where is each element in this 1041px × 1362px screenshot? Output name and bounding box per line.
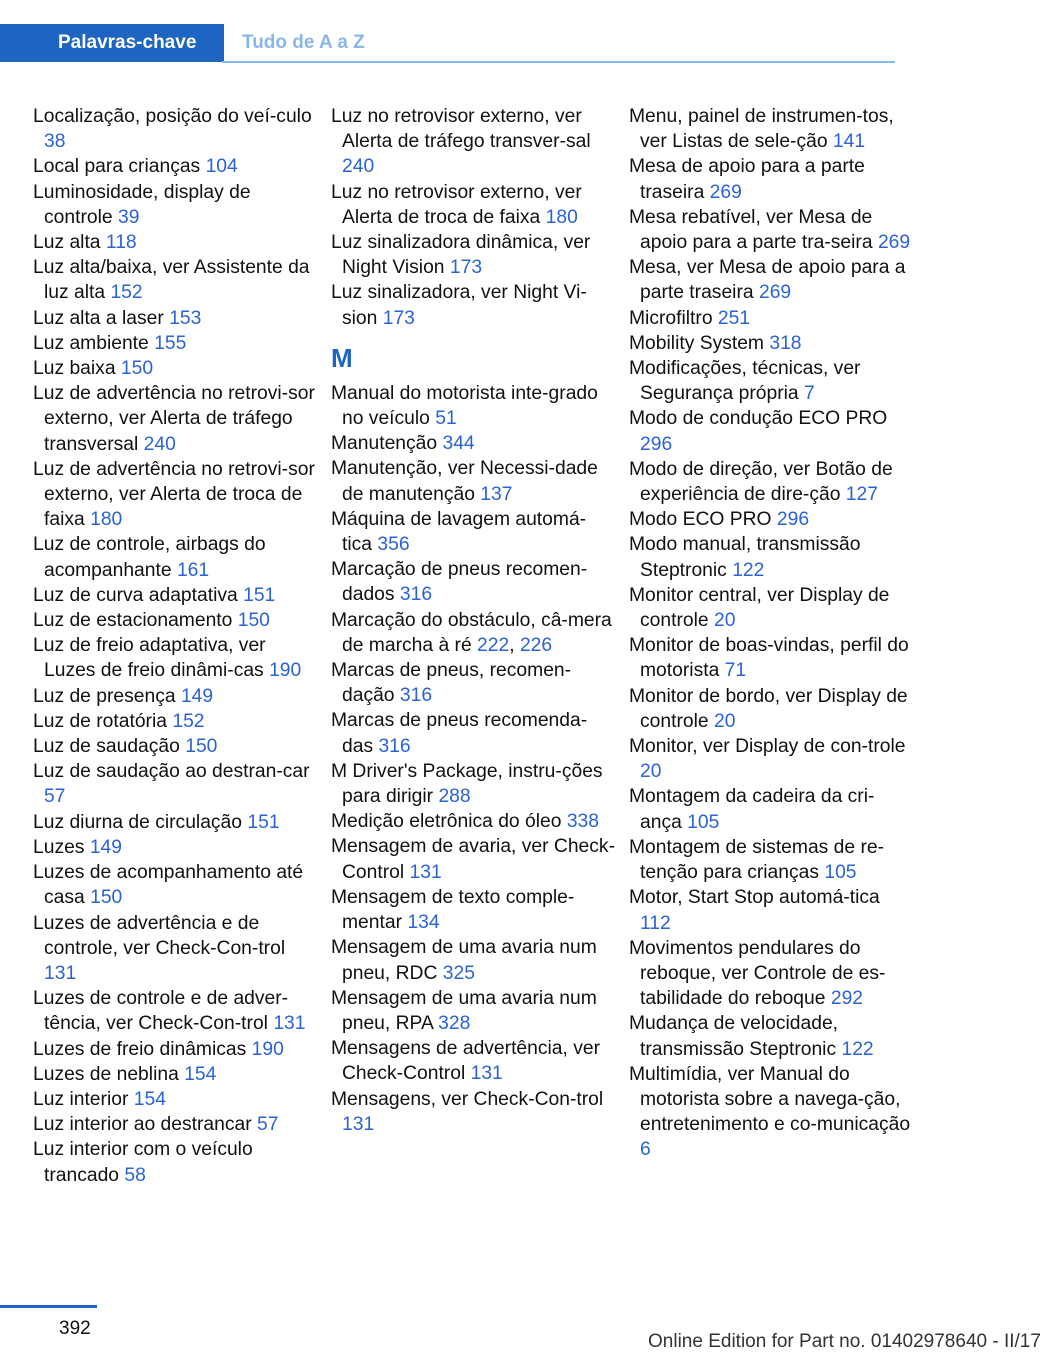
index-entry-text: Luz de curva adaptativa xyxy=(33,584,238,606)
page-reference-link[interactable]: 104 xyxy=(205,156,238,178)
index-entry-text: Luz de saudação ao destran-car xyxy=(33,761,310,783)
index-entry xyxy=(629,306,914,331)
page-reference-link[interactable]: 131 xyxy=(470,1063,503,1085)
index-entry xyxy=(33,154,318,179)
index-entry-text: Luz no retrovisor externo, ver Alerta de tráfego transver-sal xyxy=(331,106,591,153)
index-entry-text: Mesa, ver Mesa de apoio para a parte traseira xyxy=(629,257,906,304)
index-entry-text: Multimídia, ver Manual do motorista sobre a navega-ção, entretenimento e co-municação xyxy=(629,1063,911,1136)
page-reference-link[interactable]: 57 xyxy=(257,1114,279,1136)
page-reference-link[interactable]: 173 xyxy=(382,307,415,329)
page-reference-link[interactable]: 131 xyxy=(273,1013,306,1035)
page-reference-link[interactable]: 149 xyxy=(89,836,122,858)
page-reference-link[interactable]: 152 xyxy=(110,282,143,304)
index-entry-text: Microfiltro xyxy=(629,307,713,329)
index-entry xyxy=(331,456,616,506)
index-entry-text: Modo ECO PRO xyxy=(629,509,772,531)
index-entry xyxy=(331,104,616,180)
index-entry xyxy=(629,684,914,734)
page-reference-link[interactable]: 316 xyxy=(399,584,433,606)
index-entry-text: Luz de saudação xyxy=(33,736,180,758)
index-entry xyxy=(33,810,318,835)
page-reference-link[interactable]: 296 xyxy=(640,433,673,455)
index-entry xyxy=(331,507,616,557)
index-entry xyxy=(33,532,318,582)
index-entry xyxy=(331,180,616,230)
index-entry-text: Luz alta xyxy=(33,232,101,254)
index-entry xyxy=(629,1062,914,1163)
index-column-1 xyxy=(33,104,318,1188)
index-entry-text: Motor, Start Stop automá-tica xyxy=(629,887,880,909)
index-entry-text: Luz alta a laser xyxy=(33,307,164,329)
page-reference-link[interactable]: 226 xyxy=(519,634,553,656)
page-reference-link[interactable]: 105 xyxy=(687,811,720,833)
page-number: 392 xyxy=(59,1318,91,1339)
index-entry xyxy=(33,1112,318,1137)
index-entry xyxy=(33,255,318,305)
index-entry-text: Luz sinalizadora, ver Night Vi-sion xyxy=(331,282,587,329)
index-entry-text: Luz baixa xyxy=(33,358,116,380)
section-letter: M xyxy=(331,342,353,373)
index-entry-text: Mensagem de avaria, ver Check-Control xyxy=(331,836,615,883)
index-entry xyxy=(629,583,914,633)
page-reference-link[interactable]: 155 xyxy=(154,332,187,354)
index-entry xyxy=(629,331,914,356)
index-entry-text: Marcas de pneus, recomen-dação xyxy=(331,660,572,707)
index-entry xyxy=(629,356,914,406)
page-reference-link[interactable]: 269 xyxy=(758,282,792,304)
index-entry-text: Luz de presença xyxy=(33,685,176,707)
index-entry xyxy=(629,406,914,456)
page-reference-link[interactable]: 154 xyxy=(133,1088,166,1110)
index-entry-text: Máquina de lavagem automá-tica xyxy=(331,508,587,556)
index-entry-text: Luzes de acompanhamento até casa xyxy=(33,862,304,909)
index-entry xyxy=(33,734,318,759)
index-entry-text: Mensagem de uma avaria num pneu, RPA xyxy=(331,987,597,1034)
index-entry-text: Mensagens, ver Check-Con-trol xyxy=(331,1088,604,1110)
index-entry xyxy=(331,557,616,607)
index-entry xyxy=(33,331,318,356)
page-reference-link[interactable]: 316 xyxy=(378,735,411,757)
index-entry-text: M Driver's Package, instru-ções para dirigir xyxy=(331,760,603,808)
page-reference-link[interactable]: 149 xyxy=(180,685,214,707)
index-entry xyxy=(331,935,616,985)
index-entry xyxy=(629,885,914,935)
edition-note: Online Edition for Part no. 01402978640 - II/17 xyxy=(648,1331,1041,1352)
index-entry-text: Mesa de apoio para a parte traseira xyxy=(629,156,865,203)
header-divider xyxy=(222,61,895,63)
index-entry xyxy=(629,507,914,532)
index-entry xyxy=(33,230,318,255)
page-reference-link[interactable]: 288 xyxy=(438,786,471,808)
page-reference-link[interactable]: 112 xyxy=(640,912,671,934)
index-entry xyxy=(331,280,616,330)
page-reference-link[interactable]: 153 xyxy=(169,307,202,329)
index-entry-text: Monitor central, ver Display de controle xyxy=(629,584,890,632)
index-entry xyxy=(629,104,914,154)
index-column-2 xyxy=(331,104,616,1137)
index-entry-text: Movimentos pendulares do reboque, ver Controle de es-tabilidade do reboque xyxy=(629,937,886,1010)
page-reference-link[interactable]: 131 xyxy=(44,962,77,984)
index-entry xyxy=(629,835,914,885)
index-entry-text: Mensagem de texto comple-mentar xyxy=(331,886,575,934)
page-reference-link[interactable]: 141 xyxy=(832,131,866,153)
page-reference-link[interactable]: 131 xyxy=(342,1113,375,1135)
page-reference-link[interactable]: 180 xyxy=(545,206,578,228)
index-entry-text: Luzes de controle e de adver-tência, ver Check-Con-trol xyxy=(33,988,289,1035)
page-reference-link[interactable]: 51 xyxy=(435,408,457,430)
index-entry-text: Luminosidade, display de controle xyxy=(33,181,251,228)
index-entry-text: Modo de condução ECO PRO xyxy=(629,408,888,430)
index-entry xyxy=(331,658,616,708)
index-entry-text: Modo de direção, ver Botão de experiência de dire-ção xyxy=(629,458,893,506)
index-entry xyxy=(331,1087,616,1137)
index-entry xyxy=(33,911,318,987)
page-reference-link[interactable]: 134 xyxy=(407,912,440,934)
index-entry-text: Luzes de advertência e de controle, ver Check-Con-trol xyxy=(33,912,286,959)
index-entry-text: Luz alta/baixa, ver Assistente da luz alta xyxy=(33,257,310,304)
index-entry xyxy=(33,356,318,381)
page-reference-link[interactable]: 251 xyxy=(717,307,751,329)
index-entry xyxy=(33,608,318,633)
index-entry xyxy=(33,381,318,457)
page-reference-link[interactable]: 20 xyxy=(640,761,662,783)
page-reference-link[interactable]: 344 xyxy=(442,433,475,455)
header-tabs xyxy=(0,24,382,62)
index-entry-text: Modo manual, transmissão Steptronic xyxy=(629,534,861,581)
page-reference-link[interactable]: 328 xyxy=(438,1012,471,1034)
index-entry-text: Luz de estacionamento xyxy=(33,610,233,632)
page-reference-link[interactable]: 38 xyxy=(44,131,66,153)
index-entry-text: Marcas de pneus recomenda-das xyxy=(331,710,588,757)
index-entry-text: Luz diurna de circulação xyxy=(33,811,243,833)
index-entry xyxy=(33,583,318,608)
index-entry xyxy=(33,306,318,331)
index-entry-text: Mensagem de uma avaria num pneu, RDC xyxy=(331,937,597,984)
page-reference-link[interactable]: 39 xyxy=(117,206,140,228)
index-entry xyxy=(33,684,318,709)
page-reference-link[interactable]: 151 xyxy=(243,584,276,606)
page-reference-link[interactable]: 325 xyxy=(442,962,475,984)
index-entry-text: Mudança de velocidade, transmissão Steptronic xyxy=(629,1013,839,1060)
index-entry-text: Montagem da cadeira da cri-ança xyxy=(629,786,875,833)
index-entry-text: Luz de advertência no retrovi-sor externo, ver Alerta de tráfego transversal xyxy=(33,383,315,455)
index-entry-text: Luz de freio adaptativa, ver Luzes de freio dinâmi-cas xyxy=(33,635,266,682)
index-entry xyxy=(629,532,914,582)
tab-tudo-de-a-a-z[interactable]: Tudo de A a Z xyxy=(242,32,365,53)
index-entry xyxy=(629,936,914,1012)
index-entry xyxy=(331,230,616,280)
index-entry-text: Local para crianças xyxy=(33,156,201,178)
index-entry-text: Luz interior xyxy=(33,1088,129,1110)
index-entry-text: Mensagens de advertência, ver Check-Control xyxy=(331,1038,601,1085)
page-reference-link[interactable]: 122 xyxy=(841,1038,874,1060)
index-entry-text: Monitor de bordo, ver Display de controle xyxy=(629,685,908,732)
index-entry xyxy=(629,1011,914,1061)
page-reference-link[interactable]: 131 xyxy=(409,861,442,883)
index-entry xyxy=(33,104,318,154)
page-reference-link[interactable]: 118 xyxy=(105,232,137,254)
index-entry-text: Modificações, técnicas, ver Segurança própria xyxy=(629,358,861,405)
index-entry xyxy=(33,1062,318,1087)
page-reference-link[interactable]: 154 xyxy=(184,1063,217,1085)
page-reference-link[interactable]: 20 xyxy=(713,610,736,632)
page-reference-link[interactable]: 180 xyxy=(90,509,123,531)
index-entry-text: Monitor de boas-vindas, perfil do motorista xyxy=(629,635,909,682)
index-entry-text: Luz interior ao destrancar xyxy=(33,1114,252,1136)
index-entry-text: Luzes xyxy=(33,836,85,858)
index-entry xyxy=(629,784,914,834)
index-column-3 xyxy=(629,104,914,1163)
index-entry-text: Mesa rebatível, ver Mesa de apoio para a parte tra-seira xyxy=(629,206,873,254)
page-reference-link[interactable]: 222 xyxy=(477,634,510,656)
page-reference-link[interactable]: 338 xyxy=(566,811,599,833)
page-reference-link[interactable]: 161 xyxy=(176,559,210,581)
index-entry xyxy=(33,860,318,910)
index-entry xyxy=(33,986,318,1036)
index-entry xyxy=(331,986,616,1036)
page-reference-link[interactable]: 57 xyxy=(44,786,66,808)
index-entry xyxy=(33,633,318,683)
index-entry-text: Luzes de freio dinâmicas xyxy=(33,1038,247,1060)
index-entry-text: Luzes de neblina xyxy=(33,1063,179,1085)
index-entry-text: Luz de controle, airbags do acompanhante xyxy=(33,534,266,581)
index-entry-text: Medição eletrônica do óleo xyxy=(331,811,562,833)
page-reference-link[interactable]: 190 xyxy=(251,1038,284,1060)
index-entry-text: Montagem de sistemas de re-tenção para crianças xyxy=(629,836,885,884)
page-reference-link[interactable]: 269 xyxy=(709,181,742,203)
index-entry xyxy=(331,381,616,431)
index-entry-text: Luz de rotatória xyxy=(33,710,167,732)
tab-palavras-chave[interactable]: Palavras-chave xyxy=(0,24,224,62)
page-reference-link[interactable]: 173 xyxy=(449,257,483,279)
index-entry-text: Localização, posição do veí-culo xyxy=(33,106,312,127)
page-reference-link[interactable]: 150 xyxy=(90,887,123,909)
page-reference-link[interactable]: 190 xyxy=(269,660,302,682)
index-entry-text: Menu, painel de instrumen-tos, ver Listas de sele-ção xyxy=(629,106,894,153)
index-entry xyxy=(331,809,616,834)
page-reference-link[interactable]: 240 xyxy=(342,156,375,178)
page-reference-link[interactable]: 150 xyxy=(237,610,270,632)
page-reference-link[interactable]: 150 xyxy=(120,358,154,380)
page-reference-link[interactable]: 296 xyxy=(776,509,810,531)
index-entry-text: Marcação de pneus recomen-dados xyxy=(331,559,588,606)
index-entry xyxy=(33,1037,318,1062)
index-entry xyxy=(331,885,616,935)
index-entry xyxy=(331,834,616,884)
index-entry xyxy=(33,1087,318,1112)
page-reference-link[interactable]: 105 xyxy=(824,862,857,884)
index-entry xyxy=(331,1036,616,1086)
index-entry xyxy=(331,759,616,809)
page-reference-link[interactable]: 122 xyxy=(732,559,765,581)
footer-accent-bar xyxy=(0,1305,97,1308)
page-reference-link[interactable]: 71 xyxy=(724,660,747,682)
index-entry-text: Manutenção, ver Necessi-dade de manutenção xyxy=(331,458,598,505)
page-reference-link[interactable]: 318 xyxy=(769,332,802,354)
index-entry xyxy=(33,457,318,533)
index-entry xyxy=(629,633,914,683)
page-reference-link[interactable]: 152 xyxy=(172,710,205,732)
index-entry-text: Manual do motorista inte-grado no veículo xyxy=(331,382,598,430)
index-entry xyxy=(629,734,914,784)
index-entry xyxy=(629,255,914,305)
page-reference-link[interactable]: 58 xyxy=(124,1164,146,1186)
page-reference-link[interactable]: 127 xyxy=(845,484,878,506)
index-entry xyxy=(629,457,914,507)
index-entry-text: Manutenção xyxy=(331,433,438,455)
page-reference-link[interactable]: 356 xyxy=(377,534,410,556)
page-reference-link[interactable]: 20 xyxy=(713,710,736,732)
index-entry xyxy=(33,835,318,860)
index-entry-text: Luz de advertência no retrovi-sor externo, ver Alerta de troca de faixa xyxy=(33,458,315,531)
page-reference-link[interactable]: 316 xyxy=(399,685,433,707)
page-reference-link[interactable]: 151 xyxy=(247,811,280,833)
index-entry-text: Marcação do obstáculo, câ-mera de marcha à ré xyxy=(331,609,612,656)
index-entry-text: Luz no retrovisor externo, ver Alerta de troca de faixa xyxy=(331,181,582,228)
index-entry-text: Luz interior com o veículo trancado xyxy=(33,1139,253,1186)
index-entry xyxy=(629,154,914,204)
page-reference-link[interactable]: 137 xyxy=(480,483,513,505)
index-entry xyxy=(331,708,616,758)
index-entry xyxy=(33,709,318,734)
index-entry-text: Luz sinalizadora dinâmica, ver Night Vision xyxy=(331,232,591,279)
index-entry-text: Luz ambiente xyxy=(33,332,149,354)
index-entry xyxy=(331,431,616,456)
page-reference-link[interactable]: 269 xyxy=(877,232,911,254)
index-entry xyxy=(629,205,914,255)
index-entry xyxy=(33,1137,318,1187)
page-reference-link[interactable]: 6 xyxy=(640,1139,651,1161)
index-entry xyxy=(33,180,318,230)
index-entry xyxy=(33,759,318,809)
page-reference-link[interactable]: 240 xyxy=(143,433,176,455)
index-entry-text: Mobility System xyxy=(629,332,764,354)
page-reference-link[interactable]: 7 xyxy=(804,383,815,405)
page-reference-link[interactable]: 150 xyxy=(185,736,218,758)
index-entry: Marcação do obstáculo, câ-mera de marcha à ré 222, 226 xyxy=(331,609,612,656)
index-entry-text: Monitor, ver Display de con-trole xyxy=(629,736,906,758)
page-reference-link[interactable]: 292 xyxy=(830,988,864,1010)
